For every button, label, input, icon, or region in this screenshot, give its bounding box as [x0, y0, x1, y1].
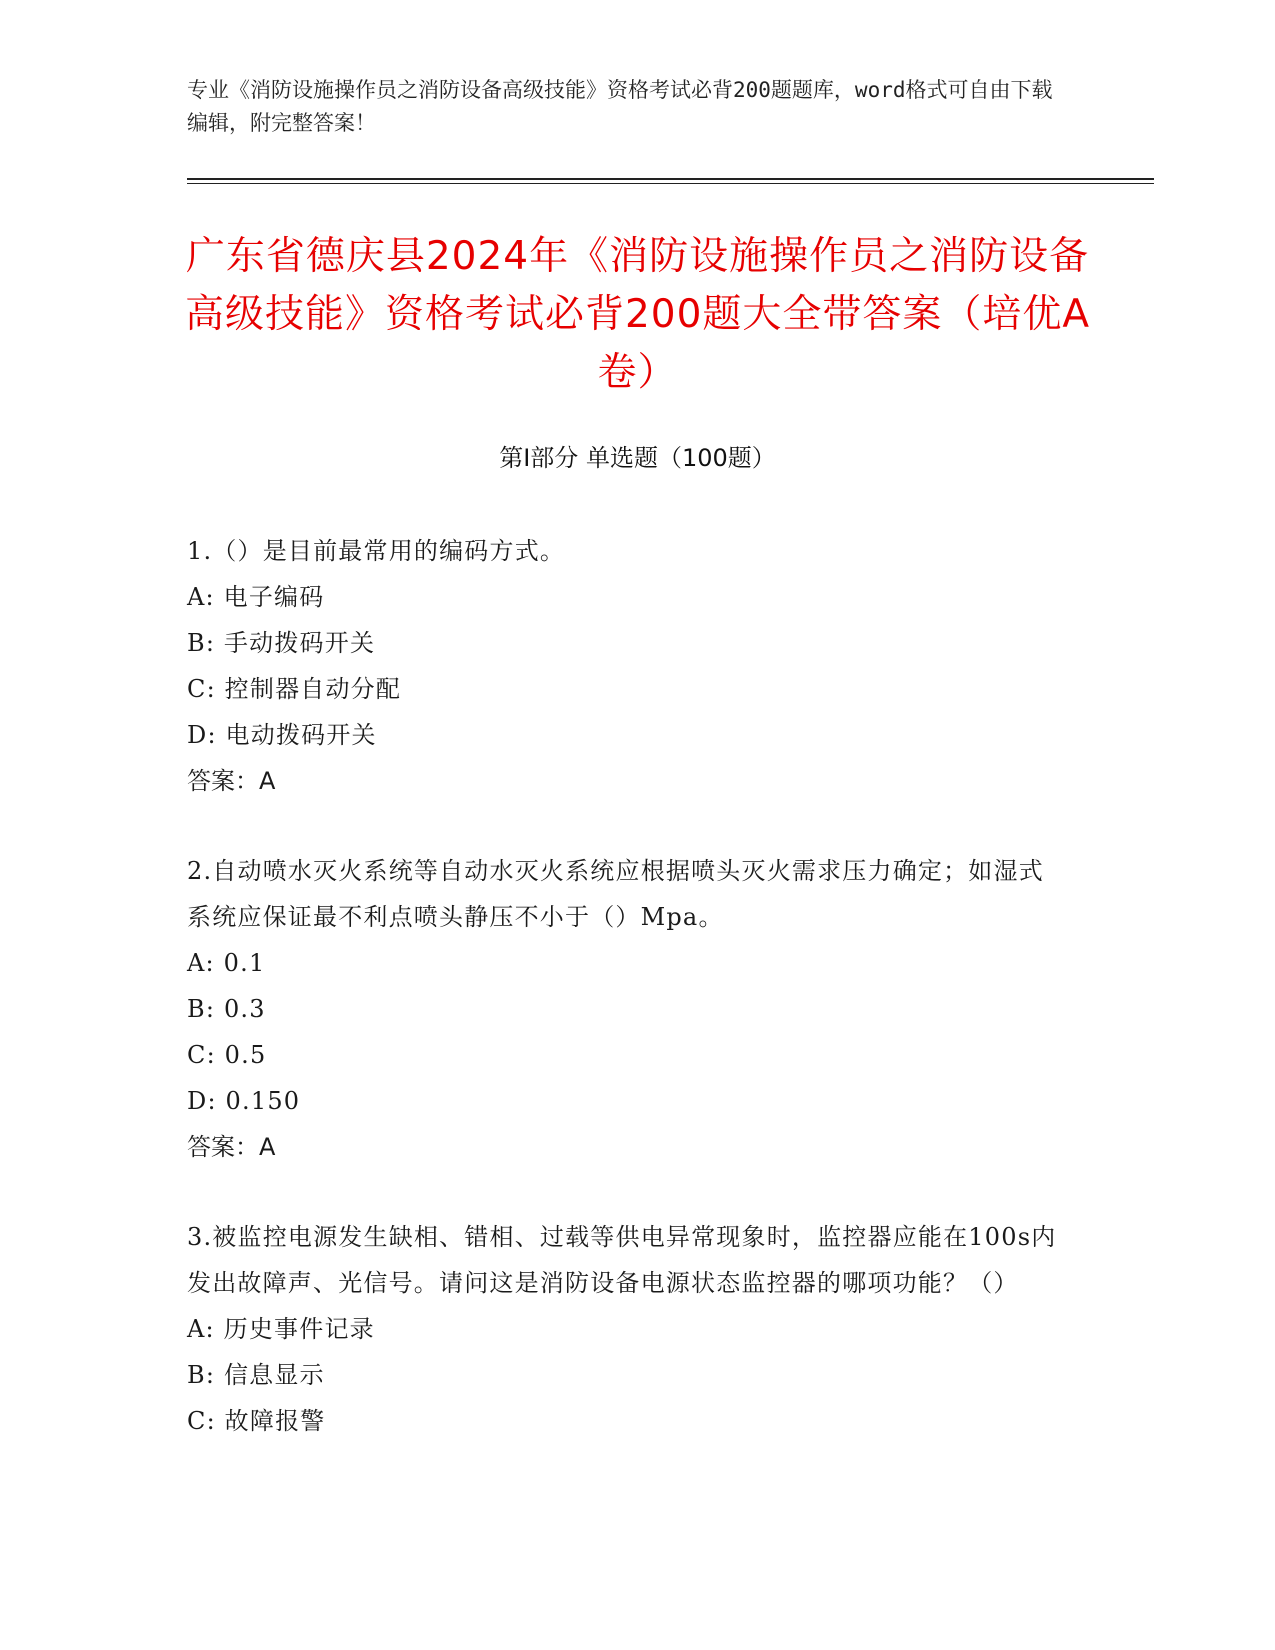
section-title: 第I部分 单选题（100题）	[499, 444, 776, 472]
option-b: B: 0.3	[187, 995, 266, 1023]
question-stem: 3.被监控电源发生缺相、错相、过载等供电异常现象时，监控器应能在100s内发出故障声、光信号。请问这是消防设备电源状态监控器的哪项功能？（）	[187, 1223, 1057, 1297]
question-stem: 2.自动喷水灭火系统等自动水灭火系统应根据喷头灭火需求压力确定；如湿式系统应保证最不利点喷头静压不小于（）Mpa。	[187, 857, 1044, 931]
option-d: D: 电动拨码开关	[187, 721, 377, 749]
question-3	[187, 1214, 1067, 1444]
option-a: A: 历史事件记录	[187, 1315, 375, 1343]
option-c: C: 控制器自动分配	[187, 675, 402, 703]
header-note: 专业《消防设施操作员之消防设备高级技能》资格考试必背200题题库，word格式可自由下载编辑，附完整答案！	[187, 78, 1053, 135]
question-2	[187, 848, 1067, 1170]
header-divider-thin	[187, 183, 1154, 184]
answer: 答案：A	[187, 1133, 276, 1161]
option-a: A: 电子编码	[187, 583, 325, 611]
question-1	[187, 528, 1067, 804]
question-stem: 1.（）是目前最常用的编码方式。	[187, 537, 566, 565]
question-list	[187, 528, 1067, 1488]
option-c: C: 0.5	[187, 1041, 267, 1069]
document-title: 广东省德庆县2024年《消防设施操作员之消防设备高级技能》资格考试必背200题大全带答案（培优A卷）	[184, 234, 1091, 395]
option-a: A: 0.1	[187, 949, 266, 977]
option-b: B: 信息显示	[187, 1361, 325, 1389]
option-d: D: 0.150	[187, 1087, 301, 1115]
header-divider-thick	[187, 178, 1154, 180]
answer: 答案：A	[187, 767, 276, 795]
option-b: B: 手动拨码开关	[187, 629, 376, 657]
option-c: C: 故障报警	[187, 1407, 326, 1435]
